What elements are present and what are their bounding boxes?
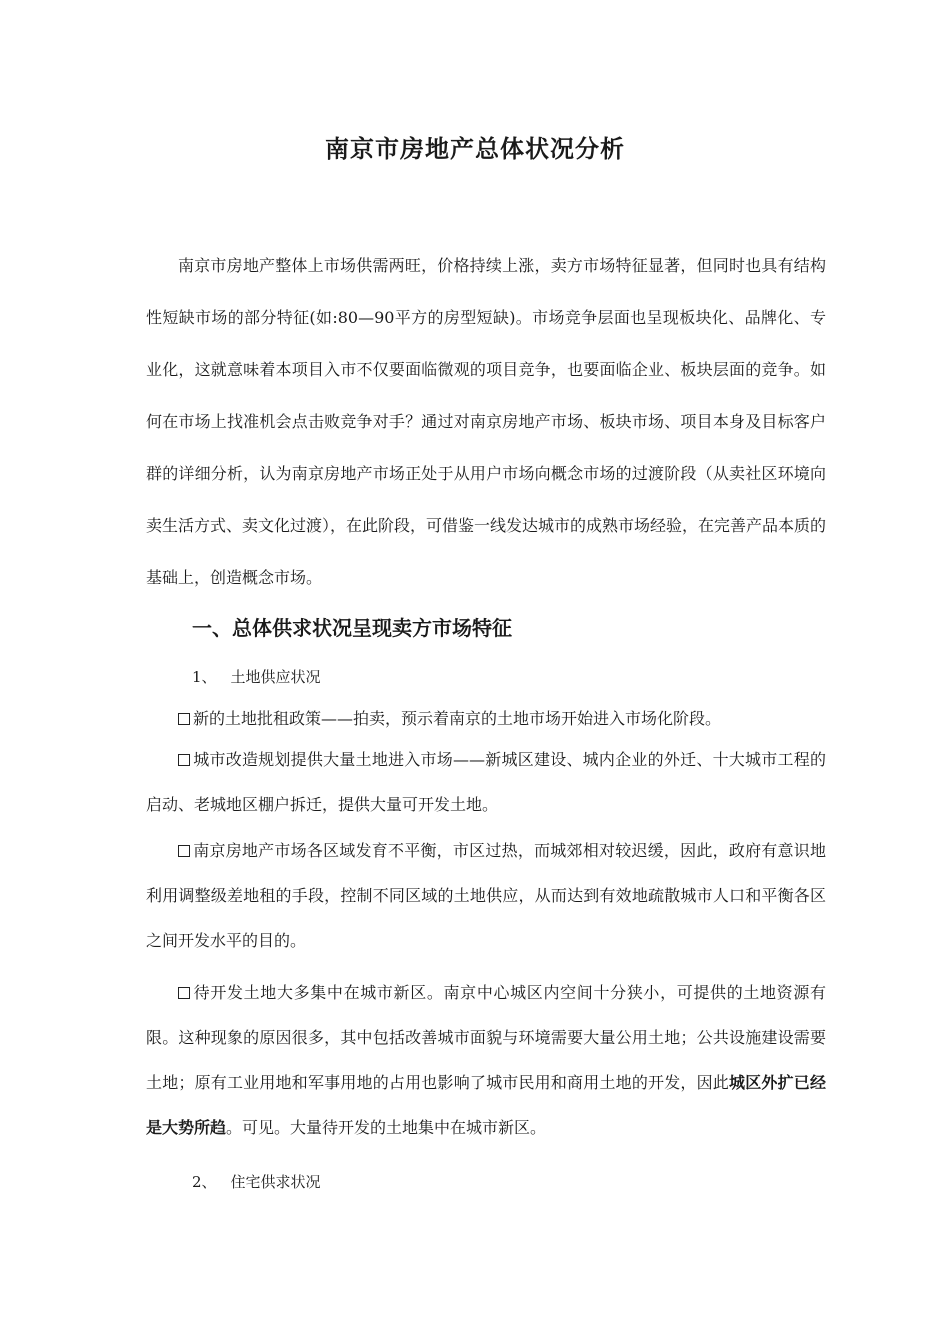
bullet-text: 城市改造规划提供大量土地进入市场——新城区建设、城内企业的外迁、十大城市工程的启动、老城地区棚户拆迁，提供大量可开发土地。 (146, 750, 826, 814)
intro-paragraph: 南京市房地产整体上市场供需两旺，价格持续上涨，卖方市场特征显著，但同时也具有结构性短缺市场的部分特征(如:80—90平方的房型短缺)。市场竞争层面也呈现板块化、品牌化、专业化，这就意味着本项目入市不仅要面临微观的项目竞争，也要面临企业、板块层面的竞争。如何在市场上找准机会点击败竞争对手？通过对南京房地产市场、板块市场、项目本身及目标客户群的详细分析，认为南京房地产市场正处于从用户市场向概念市场的过渡阶段（从卖社区环境向卖生活方式、卖文化过渡），在此阶段，可借鉴一线发达城市的成熟市场经验，在完善产品本质的基础上，创造概念市场。 (146, 256, 827, 587)
bullet-paragraph-2 (146, 737, 826, 827)
bullet-paragraph-1 (146, 708, 826, 730)
subsection-label: 住宅供求状况 (230, 1173, 321, 1191)
subsection-housing-supply (192, 1171, 321, 1193)
bullet-text: 待开发土地大多集中在城市新区。南京中心城区内空间十分狭小，可提供的土地资源有限。这种现象的原因很多，其中包括改善城市面貌与环境需要大量公用土地；公共设施建设需要土地；原有工业用地和军事用地的占用也影响了城市民用和商用土地的开发，因此 (146, 983, 826, 1092)
bullet-paragraph-4 (146, 970, 826, 1150)
subsection-land-supply (192, 666, 321, 688)
bullet-paragraph-3 (146, 828, 826, 963)
bullet-text: 南京房地产市场各区域发育不平衡，市区过热，而城郊相对较迟缓，因此，政府有意识地利用调整级差地租的手段，控制不同区域的土地供应，从而达到有效地疏散城市人口和平衡各区之间开发水平的目的。 (146, 841, 826, 950)
subsection-number: 1、 (192, 668, 217, 686)
document-title: 南京市房地产总体状况分析 (325, 135, 625, 163)
bullet-text-end: 。可见。大量待开发的土地集中在城市新区。 (226, 1118, 547, 1137)
bullet-text: 新的土地批租政策——拍卖，预示着南京的土地市场开始进入市场化阶段。 (193, 709, 722, 728)
subsection-number: 2、 (192, 1173, 217, 1191)
checkbox-bullet-icon (178, 713, 190, 725)
section-heading: 一、总体供求状况呈现卖方市场特征 (192, 616, 512, 640)
checkbox-bullet-icon (178, 845, 190, 857)
checkbox-bullet-icon (178, 987, 190, 999)
bullet-emphasis: 城区外扩已经是大势所趋 (146, 1073, 826, 1137)
subsection-label: 土地供应状况 (230, 668, 321, 686)
checkbox-bullet-icon (178, 754, 190, 766)
